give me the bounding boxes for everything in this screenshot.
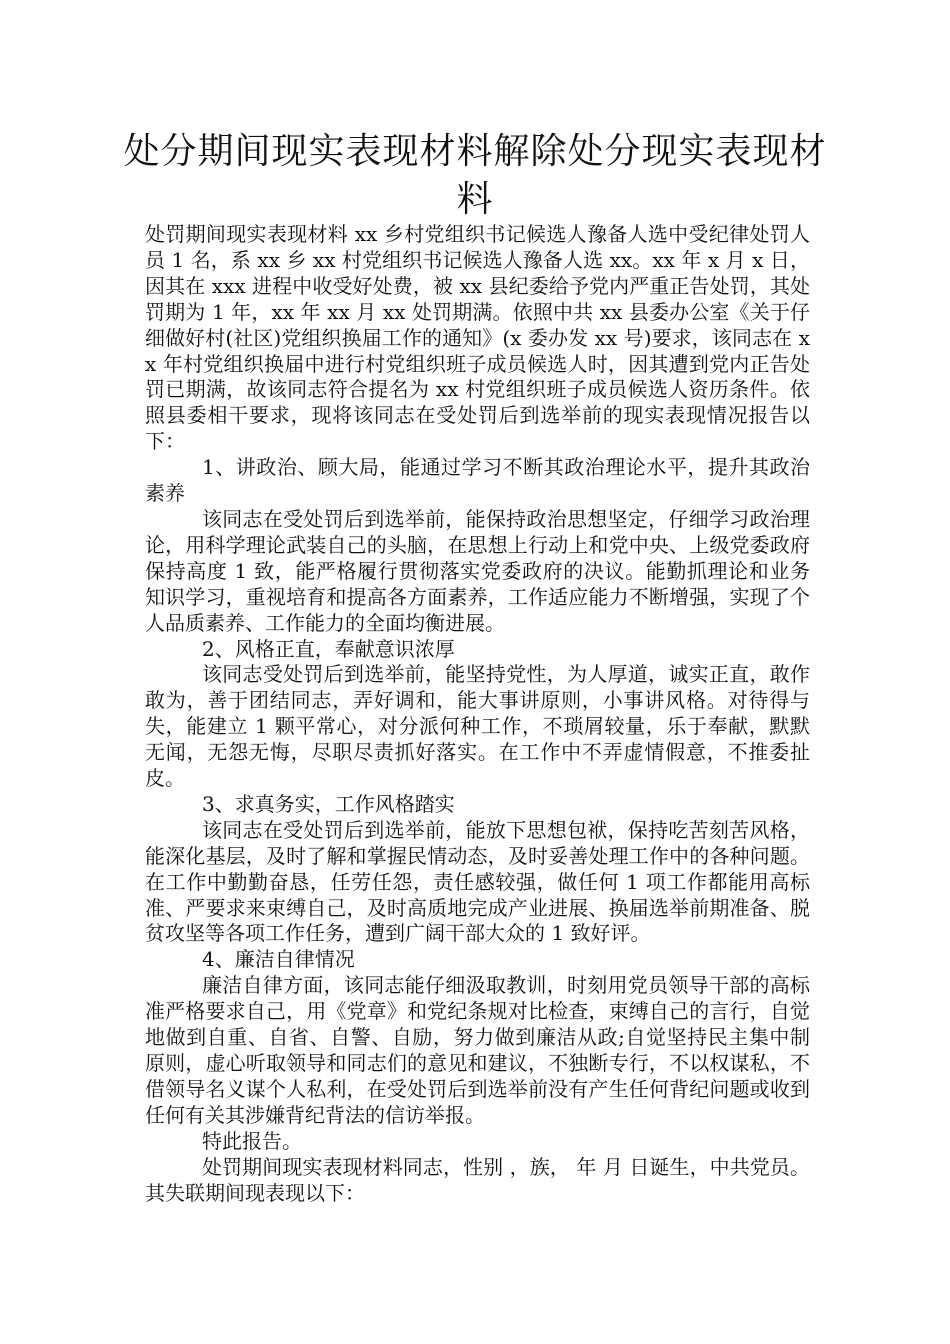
- section-paragraph-4: 廉洁自律方面，该同志能仔细汲取教训，时刻用党员领导干部的高标准严格要求自己，用《党章》和党纪条规对比检查，束缚自己的言行，自觉地做到自重、自省、自警、自励，努力做到廉洁从政;自觉坚持民主集中制原则，虚心听取领导和同志们的意见和建议，不独断专行，不以权谋私，不借领导名义谋个人私利，在受处罚后到选举前没有产生任何背纪问题或收到任何有关其涉嫌背纪背法的信访举报。: [145, 973, 810, 1127]
- intro-paragraph: 处罚期间现实表现材料 xx 乡村党组织书记候选人豫备人选中受纪律处罚人员 1 名，系 xx 乡 xx 村党组织书记候选人豫备人选 xx。xx 年 x 月 x 日，因其在 xxx 进程中收受好处费，被 xx 县纪委给予党内严重正告处罚，其处罚期为 1 年，xx 年 xx 月 xx 处罚期满。依照中共 xx 县委办公室《关于仔细做好村(社区)党组织换届工作的通知》(x 委办发 xx 号)要求，该同志在 xx 年村党组织换届中进行村党组织班子成员候选人时，因其遭到党内正告处罚已期满，故该同志符合提名为 xx 村党组织班子成员候选人资历条件。依照县委相干要求，现将该同志在受处罚后到选举前的现实表现情况报告以下：: [145, 222, 810, 454]
- final-paragraph: 处罚期间现实表现材料同志，性别 ，族， 年 月 日诞生，中共党员。其失联期间现表现以下：: [145, 1154, 810, 1205]
- section-paragraph-1: 该同志在受处罚后到选举前，能保持政治思想坚定，仔细学习政治理论，用科学理论武装自己的头脑，在思想上行动上和党中央、上级党委政府保持高度 1 致，能严格履行贯彻落实党委政府的决议。能勤抓理论和业务知识学习，重视培育和提高各方面素养，工作适应能力不断增强，实现了个人品质素养、工作能力的全面均衡进展。: [145, 506, 810, 635]
- section-paragraph-2: 该同志受处罚后到选举前，能坚持党性，为人厚道，诚实正直，敢作敢为，善于团结同志，弄好调和，能大事讲原则，小事讲风格。对待得与失，能建立 1 颗平常心，对分派何种工作，不琐屑较量，乐于奉献，默默无闻，无怨无悔，尽职尽责抓好落实。在工作中不弄虚情假意，不推委扯皮。: [145, 662, 810, 791]
- section-heading-2: 2、风格正直，奉献意识浓厚: [202, 636, 455, 661]
- section-paragraph-3: 该同志在受处罚后到选举前，能放下思想包袱，保持吃苦刻苦风格，能深化基层，及时了解和掌握民情动态，及时妥善处理工作中的各种问题。在工作中勤勤奋恳，任劳任怨，责任感较强，做任何 1 项工作都能用高标准、严要求来束缚自己，及时高质地完成产业进展、换届选举前期准备、脱贫攻坚等各项工作任务，遭到广阔干部大众的 1 致好评。: [145, 817, 810, 946]
- section-heading-3: 3、求真务实，工作风格踏实: [202, 791, 455, 816]
- document-title: 处分期间现实表现材料解除处分现实表现材料: [123, 131, 827, 220]
- closing-line: 特此报告。: [202, 1128, 302, 1153]
- section-heading-4: 4、廉洁自律情况: [202, 947, 355, 972]
- section-heading-1: 1、讲政治、顾大局，能通过学习不断其政治理论水平，提升其政治素养: [145, 455, 810, 506]
- document-body: [145, 222, 810, 1206]
